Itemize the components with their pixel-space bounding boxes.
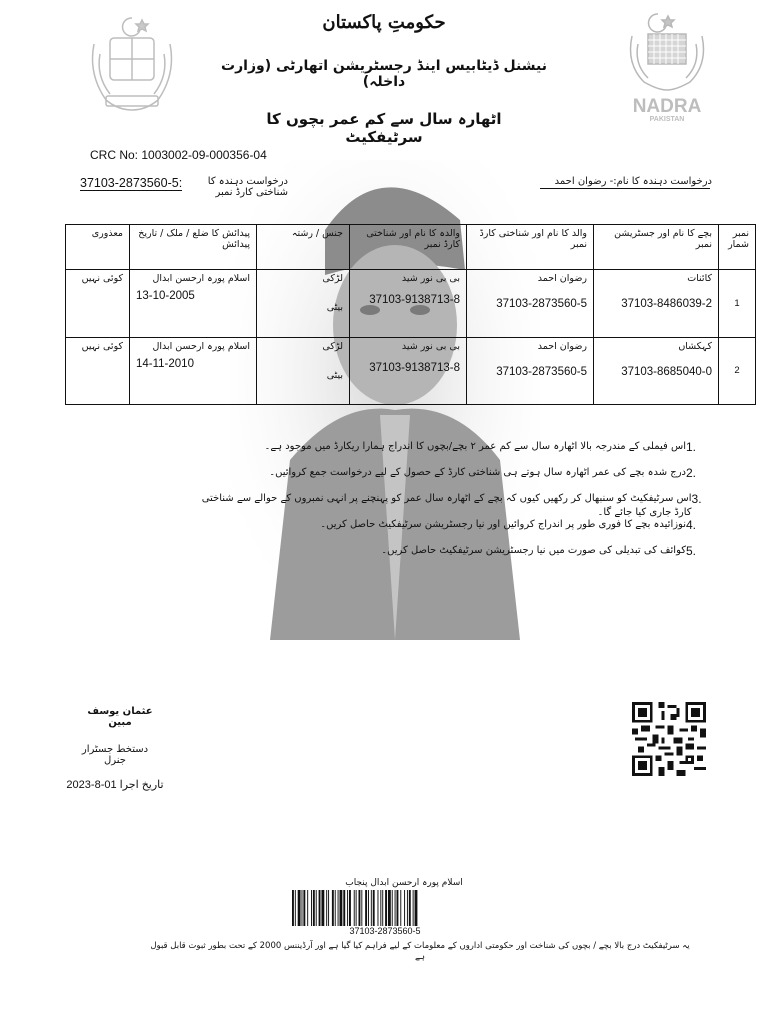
disability-cell: کوئی نہیں (81, 340, 123, 352)
relation-cell: بیٹی (326, 302, 343, 313)
list-item (200, 440, 720, 466)
note-text: درج شدہ بچے کی عمر اٹھارہ سال ہوتے ہی شناختی کارڈ کے حصول کے لیے درخواست جمع کروائیں۔ (269, 467, 686, 478)
note-number: 5. (686, 544, 697, 558)
child-reg-cell: 37103-8685040-0 (621, 365, 712, 378)
header-father: والد کا نام اور شناختی کارڈ نمبر (467, 225, 594, 270)
sn-cell: 2 (719, 337, 756, 405)
birth-date-cell: 14-11-2010 (136, 357, 194, 370)
table-row (66, 270, 756, 338)
applicant-name: درخواست دہندہ کا نام:- رضوان احمد (554, 176, 712, 187)
signatory-name: عثمان یوسف مبین (87, 706, 153, 728)
birth-date-cell: 13-10-2005 (136, 290, 195, 302)
nadra-emblem-icon (618, 10, 716, 94)
note-text: کوائف کی تبدیلی کی صورت میں نیا رجسٹریشن سرٹیفکیٹ حاصل کریں۔ (381, 545, 686, 556)
child-name-cell: کہکشاں (678, 340, 712, 352)
barcode-place: اسلام پورہ ارحسن ابدال پنجاب (345, 878, 463, 888)
father-name-cell: رضوان احمد (537, 340, 587, 352)
header-child: بچے کا نام اور جسٹریشن نمبر (594, 225, 719, 270)
applicant-cnic-value: 37103-2873560-5: (80, 176, 183, 190)
list-item (200, 466, 720, 492)
list-item (200, 518, 720, 544)
header-gender: جنس / رشتہ (257, 225, 350, 270)
header-birth: پیدائش کا ضلع / ملک / تاریخ پیدائش (130, 225, 257, 270)
nadra-logo (618, 10, 716, 122)
signatory-title: دستخط جسٹرار جنرل (81, 744, 149, 766)
mother-cnic-cell: 37103-9138713-8 (369, 361, 460, 374)
footer-note: یہ سرٹیفکیٹ درج بالا بچے / بچوں کی شناخت اور حکومتی اداروں کے معلومات کے لیے فراہم کیا گیا ہے اور آرڈیننس 2000 کے تحت بطور ثبوت قابل قبول ہے (150, 941, 690, 962)
applicant-name-underline (540, 188, 710, 189)
note-number: 4. (686, 518, 697, 532)
sn-cell: 1 (719, 270, 756, 338)
header-disability: معذوری (66, 225, 130, 270)
note-number: 1. (686, 440, 697, 454)
child-name-cell: کائنات (687, 273, 712, 284)
children-table (65, 224, 755, 405)
qr-code-icon (632, 702, 706, 776)
note-text: اس فیملی کے مندرجہ بالا اٹھارہ سال سے کم عمر ۲ بچے/بچوں کا اندراج ہمارا ریکارڈ میں موجود ہے۔ (264, 441, 686, 452)
nadra-logo-text: NADRA (632, 96, 702, 117)
nadra-logo-subtext: PAKISTAN (649, 116, 685, 123)
list-item (200, 492, 720, 518)
note-text: اس سرٹیفکیٹ کو سنبھال کر رکھیں کیوں کہ بچے کے اٹھارہ سال عمر کو پہنچنے پر انہی نمبروں کے حوالے سے شناختی کارڈ جاری کیا جائے گا۔ (201, 493, 692, 518)
crc-number: CRC No: 1003002-09-000356-04 (90, 148, 267, 162)
table-header-row (66, 225, 756, 270)
father-cnic-cell: 37103-2873560-5 (496, 365, 587, 378)
issue-date: تاریخ اجرا 01-8-2023 (66, 779, 164, 791)
barcode-icon (292, 890, 478, 926)
gender-cell: لڑکی (322, 273, 343, 284)
note-number: 2. (686, 466, 697, 480)
note-text: نوزائیدہ بچے کا فوری طور پر اندراج کروائیں اور نیا رجسٹریشن سرٹیفکیٹ حاصل کریں۔ (320, 519, 686, 530)
father-name-cell: رضوان احمد (537, 273, 587, 284)
header-mother: والدہ کا نام اور شناختی کارڈ نمبر (350, 225, 467, 270)
govt-heading: حکومتِ پاکستان (322, 12, 446, 33)
mother-cnic-cell: 37103-9138713-8 (369, 294, 460, 306)
gender-cell: لڑکی (322, 340, 343, 352)
notes-list (200, 440, 720, 570)
table-row (66, 337, 756, 405)
birth-place-cell: اسلام پورہ ارحسن ابدال (152, 340, 250, 352)
child-reg-cell: 37103-8486039-2 (621, 298, 712, 310)
authority-heading: نیشنل ڈیٹابیس اینڈ رجسٹریشن اتھارٹی (وزارت داخلہ) (221, 58, 547, 90)
relation-cell: بیٹی (326, 369, 343, 381)
mother-name-cell: بی بی نور شید (401, 340, 460, 352)
disability-cell: کوئی نہیں (81, 273, 123, 284)
certificate-title: اٹھارہ سال سے کم عمر بچوں کا سرٹیفکیٹ (266, 110, 502, 146)
applicant-cnic-label: درخواست دہندہ کا شناختی کارڈ نمبر (207, 176, 288, 198)
mother-name-cell: بی بی نور شید (401, 273, 460, 284)
barcode-number: 37103-2873560-5 (349, 926, 421, 936)
father-cnic-cell: 37103-2873560-5 (496, 298, 587, 310)
header-sn: نمبر شمار (719, 225, 756, 270)
state-emblem-icon (86, 14, 178, 116)
list-item (200, 544, 720, 570)
note-number: 3. (691, 492, 702, 506)
birth-place-cell: اسلام پورہ ارحسن ابدال (152, 273, 250, 284)
